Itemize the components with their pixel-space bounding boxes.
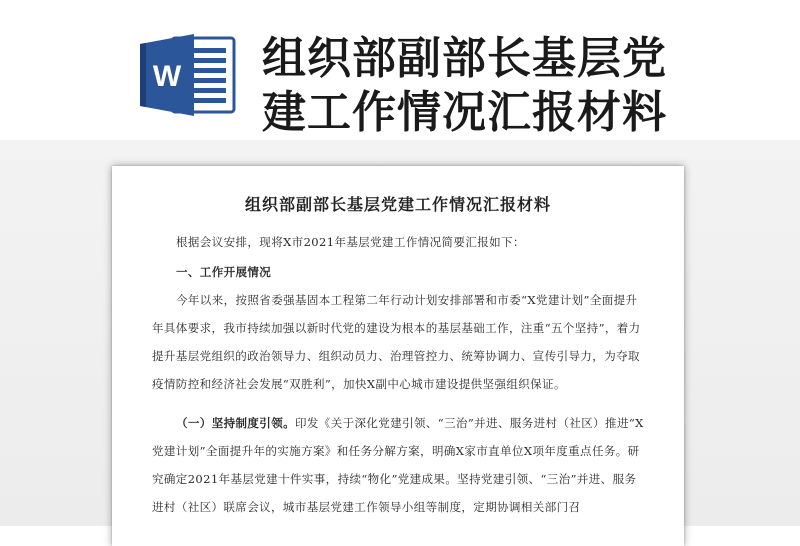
intro-paragraph: 根据会议安排，现将X市2021年基层党建工作情况简要汇报如下： <box>176 235 525 249</box>
word-logo-letter: W <box>152 60 182 93</box>
document-page <box>112 166 684 546</box>
document-title: 组织部副部长基层党建工作情况汇报材料 <box>244 195 551 214</box>
body-paragraph-1: 今年以来，按照省委强基固本工程第二年行动计划安排部署和市委“X党建计划”全面提升年具体要求，我市持续加强以新时代党的建设为根本的基层基础工作，注重“五个坚持”，着力提升基层党组织的政治领导力、组织动员力、治理管控力、统筹协调力、宣传引导力，为夺取疫情防控和经济社会发展“双胜利”，加快X副中心城市建设提供坚强组织保证。 <box>152 293 641 391</box>
banner <box>0 0 800 140</box>
paragraph-lead: （一）坚持制度引领。 <box>176 416 295 430</box>
body-paragraph-2 <box>152 409 648 521</box>
banner-title: 组织部副部长基层党建工作情况汇报材料 <box>262 33 667 138</box>
section-heading: 一、工作开展情况 <box>176 265 272 279</box>
word-document-icon <box>138 34 238 116</box>
paragraph-body: 印发《关于深化党建引领、“三治”并进、服务进村（社区）推进“X党建计划”全面提升年的实施方案》和任务分解方案，明确X家市直单位X项年度重点任务。研究确定2021年基层党建十件实事，持续“物化”党建成果。坚持党建引领、“三治”并进、服务进村（社区）联席会议，城市基层党建工作领导小组等制度，定期协调相关部门召 <box>152 416 644 514</box>
